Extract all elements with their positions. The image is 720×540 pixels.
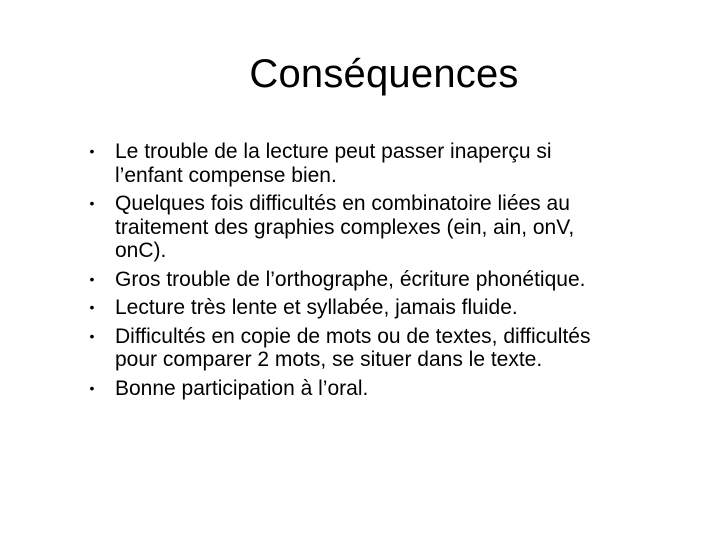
bullet-dot-icon: • [89,327,95,344]
bullet-text-line: Le trouble de la lecture peut passer inaperçu si [115,140,552,163]
bullet-item [86,192,676,263]
bullet-item [86,296,676,320]
bullet-dot-icon: • [89,143,95,159]
bullet-list [86,140,676,405]
bullet-dot-icon: • [89,379,95,396]
bullet-item [86,140,676,187]
bullet-text-line: Lecture très lente et syllabée, jamais fluide. [115,296,518,319]
bullet-text-line: Difficultés en copie de mots ou de textes, difficultés [115,324,591,348]
bullet-text-line: traitement des graphies complexes (ein, ain, onV, [115,215,575,239]
bullet-item [86,325,676,372]
slide-title: Conséquences [249,52,519,96]
bullet-text-line: Bonne participation à l’oral. [115,376,369,400]
bullet-text-line: pour comparer 2 mots, se situer dans le texte. [115,348,543,371]
bullet-dot-icon: • [89,299,95,315]
bullet-text-line: Quelques fois difficultés en combinatoire liées au [115,192,570,215]
bullet-item [86,268,676,292]
bullet-dot-icon: • [89,195,95,211]
bullet-dot-icon: • [89,270,95,287]
bullet-text-line: l’enfant compense bien. [115,163,337,187]
bullet-text-line: Gros trouble de l’orthographe, écriture phonétique. [115,267,586,291]
bullet-item [86,377,676,401]
bullet-text-line: onC). [115,239,167,262]
